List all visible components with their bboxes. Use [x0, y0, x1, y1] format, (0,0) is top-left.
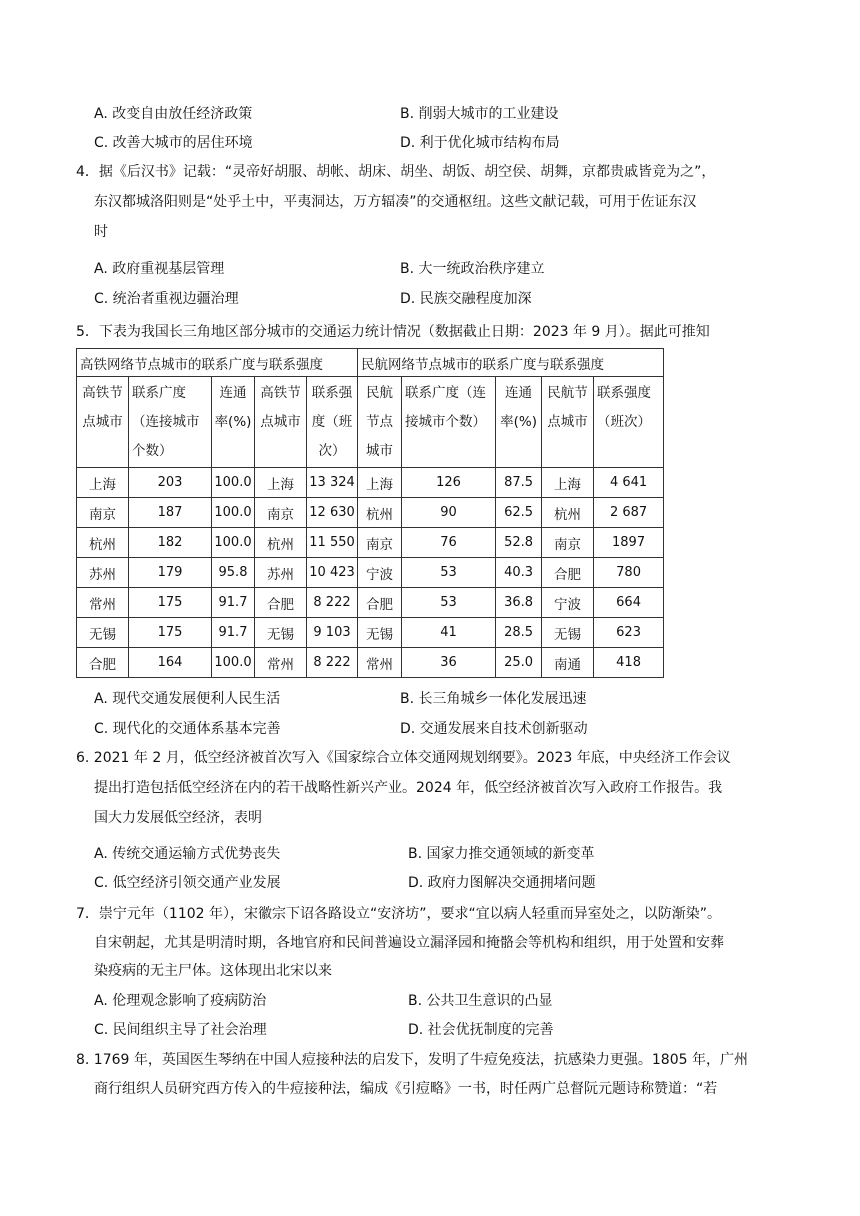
table-cell: 南京 — [77, 498, 129, 528]
table-cell: 623 — [594, 618, 664, 648]
table-cell: 28.5 — [496, 618, 542, 648]
table-cell: 100.0 — [212, 468, 255, 498]
table-header-cell — [402, 377, 496, 468]
q6-option-d[interactable]: D. 政府力图解决交通拥堵问题 — [408, 875, 596, 891]
q4-stem-line1: 4．据《后汉书》记载：“灵帝好胡服、胡帐、胡床、胡坐、胡饭、胡空侯、胡舞，京都贵戚皆竞为之”， — [76, 164, 716, 180]
table-cell: 41 — [402, 618, 496, 648]
table-cell: 9 103 — [307, 618, 358, 648]
table-cell: 187 — [129, 498, 212, 528]
table-cell: 无锡 — [542, 618, 594, 648]
table-cell: 南京 — [542, 528, 594, 558]
q5-option-b[interactable]: B. 长三角城乡一体化发展迅速 — [400, 691, 587, 707]
table-cell: 36 — [402, 648, 496, 678]
table-header-text: 联系广度 — [132, 385, 186, 401]
table-header-cell — [212, 377, 255, 468]
q4-option-c[interactable]: C. 统治者重视边疆治理 — [94, 291, 239, 307]
table-cell: 宁波 — [358, 558, 402, 588]
q5-option-d[interactable]: D. 交通发展来自技术创新驱动 — [400, 721, 588, 737]
table-cell: 11 550 — [307, 528, 358, 558]
table-header-cell — [594, 377, 664, 468]
table-cell: 苏州 — [77, 558, 129, 588]
table-cell: 杭州 — [542, 498, 594, 528]
table-cell: 常州 — [77, 588, 129, 618]
table-cell: 95.8 — [212, 558, 255, 588]
table-header-text: 联系广度（连 — [405, 385, 487, 401]
q6-option-c[interactable]: C. 低空经济引领交通产业发展 — [94, 875, 281, 891]
table-header-text: 接城市个数） — [405, 414, 487, 430]
table-group-header-rail: 高铁网络节点城市的联系广度与联系强度 — [77, 349, 358, 377]
table-row — [77, 468, 664, 498]
table-cell: 上海 — [77, 468, 129, 498]
q4-option-b[interactable]: B. 大一统政治秩序建立 — [400, 261, 545, 277]
q7-option-d[interactable]: D. 社会优抚制度的完善 — [408, 1022, 554, 1038]
table-header-cell — [358, 377, 402, 468]
q6-stem-line2: 提出打造包括低空经济在内的若干战略性新兴产业。2024 年，低空经济被首次写入政府工作报告。我 — [94, 780, 723, 796]
table-header-text: 度（班 — [311, 414, 353, 430]
table-header-text: 点城市 — [82, 414, 123, 430]
table-cell: 90 — [402, 498, 496, 528]
table-cell: 上海 — [358, 468, 402, 498]
q3-option-d[interactable]: D. 利于优化城市结构布局 — [400, 135, 560, 151]
q3-option-c[interactable]: C. 改善大城市的居住环境 — [94, 135, 253, 151]
table-header-text: （班次） — [597, 414, 652, 430]
table-cell: 12 630 — [307, 498, 358, 528]
table-cell: 杭州 — [358, 498, 402, 528]
table-header-row — [77, 377, 664, 468]
table-header-text: 节点 — [366, 414, 394, 430]
table-cell: 苏州 — [255, 558, 307, 588]
q5-option-a[interactable]: A. 现代交通发展便利人民生活 — [94, 691, 281, 707]
q7-stem-line3: 染疫病的无主尸体。这体现出北宋以来 — [94, 963, 332, 979]
table-cell: 常州 — [358, 648, 402, 678]
q6-option-b[interactable]: B. 国家力推交通领域的新变革 — [408, 846, 595, 862]
table-cell: 合肥 — [77, 648, 129, 678]
table-header-cell — [307, 377, 358, 468]
table-cell: 2 687 — [594, 498, 664, 528]
q4-option-a[interactable]: A. 政府重视基层管理 — [94, 261, 225, 277]
table-cell: 无锡 — [77, 618, 129, 648]
table-cell: 合肥 — [255, 588, 307, 618]
table-header-text: 高铁节 — [260, 385, 301, 401]
table-header-cell — [129, 377, 212, 468]
table-cell: 杭州 — [255, 528, 307, 558]
table-cell: 4 641 — [594, 468, 664, 498]
table-cell: 8 222 — [307, 588, 358, 618]
table-cell: 25.0 — [496, 648, 542, 678]
table-cell: 100.0 — [212, 648, 255, 678]
q8-stem-line2: 商行组织人员研究西方传入的牛痘接种法，编成《引痘略》一书，时任两广总督阮元题诗称赞道：“若 — [94, 1081, 718, 1097]
table-cell: 合肥 — [358, 588, 402, 618]
table-row — [77, 558, 664, 588]
table-cell: 53 — [402, 588, 496, 618]
table-header-text: 率(%) — [500, 414, 537, 430]
table-header-text: 民航 — [366, 385, 394, 401]
table-header-text: 次） — [318, 443, 346, 459]
table-cell: 175 — [129, 588, 212, 618]
table-cell: 宁波 — [542, 588, 594, 618]
table-header-text: 点城市 — [260, 414, 301, 430]
transport-data-table — [76, 348, 664, 678]
table-cell: 53 — [402, 558, 496, 588]
table-row — [77, 528, 664, 558]
table-header-cell — [542, 377, 594, 468]
table-header-text: （连接城市 — [132, 414, 200, 430]
table-cell: 100.0 — [212, 498, 255, 528]
q5-option-c[interactable]: C. 现代化的交通体系基本完善 — [94, 721, 281, 737]
table-cell: 8 222 — [307, 648, 358, 678]
table-cell: 203 — [129, 468, 212, 498]
table-cell: 杭州 — [77, 528, 129, 558]
table-cell: 无锡 — [358, 618, 402, 648]
table-header-cell — [496, 377, 542, 468]
table-cell: 40.3 — [496, 558, 542, 588]
table-header-text: 联系强 — [311, 385, 353, 401]
table-header-cell — [255, 377, 307, 468]
table-cell: 780 — [594, 558, 664, 588]
table-cell: 179 — [129, 558, 212, 588]
table-header-text: 民航节 — [547, 385, 588, 401]
table-cell: 62.5 — [496, 498, 542, 528]
table-cell: 418 — [594, 648, 664, 678]
q5-stem: 5．下表为我国长三角地区部分城市的交通运力统计情况（数据截止日期：2023 年 9 月）。据此可推知 — [76, 324, 710, 340]
table-cell: 91.7 — [212, 618, 255, 648]
table-group-header-air: 民航网络节点城市的联系广度与联系强度 — [358, 349, 664, 377]
table-row — [77, 588, 664, 618]
q7-option-b[interactable]: B. 公共卫生意识的凸显 — [408, 993, 553, 1009]
table-header-text: 个数） — [132, 443, 173, 459]
table-cell: 上海 — [542, 468, 594, 498]
table-cell: 南京 — [255, 498, 307, 528]
q8-stem-line1: 8. 1769 年，英国医生琴纳在中国人痘接种法的启发下，发明了牛痘免疫法，抗感染力更强。1805 年，广州 — [76, 1052, 748, 1068]
q7-option-c[interactable]: C. 民间组织主导了社会治理 — [94, 1022, 267, 1038]
table-header-text: 高铁节 — [82, 385, 123, 401]
table-header-text: 连通 — [219, 385, 247, 401]
q4-option-d[interactable]: D. 民族交融程度加深 — [400, 291, 532, 307]
q4-stem-line3: 时 — [94, 224, 108, 240]
table-cell: 664 — [594, 588, 664, 618]
table-row — [77, 618, 664, 648]
table-cell: 87.5 — [496, 468, 542, 498]
table-cell: 52.8 — [496, 528, 542, 558]
table-cell: 无锡 — [255, 618, 307, 648]
q7-stem-line1: 7．崇宁元年（1102 年），宋徽宗下诏各路设立“安济坊”，要求“宜以病人轻重而异室处之，以防渐染”。 — [76, 906, 721, 922]
table-cell: 36.8 — [496, 588, 542, 618]
table-cell: 10 423 — [307, 558, 358, 588]
table-cell: 175 — [129, 618, 212, 648]
table-header-text: 点城市 — [547, 414, 588, 430]
table-header-cell — [77, 377, 129, 468]
table-cell: 南通 — [542, 648, 594, 678]
q7-stem-line2: 自宋朝起，尤其是明清时期，各地官府和民间普遍设立漏泽园和掩骼会等机构和组织，用于处置和安葬 — [94, 935, 724, 951]
table-cell: 合肥 — [542, 558, 594, 588]
q7-option-a[interactable]: A. 伦理观念影响了疫病防治 — [94, 993, 267, 1009]
table-header-text: 率(%) — [214, 414, 252, 430]
table-row — [77, 648, 664, 678]
q6-stem-line1: 6. 2021 年 2 月，低空经济被首次写入《国家综合立体交通网规划纲要》。2023 年底，中央经济工作会议 — [76, 750, 731, 766]
table-cell: 76 — [402, 528, 496, 558]
table-cell: 1897 — [594, 528, 664, 558]
table-cell: 126 — [402, 468, 496, 498]
table-cell: 南京 — [358, 528, 402, 558]
table-cell: 164 — [129, 648, 212, 678]
q6-option-a[interactable]: A. 传统交通运输方式优势丧失 — [94, 846, 281, 862]
table-row — [77, 498, 664, 528]
table-header-text: 连通 — [505, 385, 533, 401]
q4-stem-line2: 东汉都城洛阳则是“处乎土中，平夷洞达，万方辐凑”的交通枢纽。这些文献记载，可用于佐证东汉 — [94, 194, 697, 210]
table-cell: 91.7 — [212, 588, 255, 618]
table-cell: 上海 — [255, 468, 307, 498]
table-cell: 100.0 — [212, 528, 255, 558]
table-header-text: 联系强度 — [597, 385, 652, 401]
q3-option-a[interactable]: A. 改变自由放任经济政策 — [94, 106, 253, 122]
q6-stem-line3: 国大力发展低空经济，表明 — [94, 810, 262, 826]
table-cell: 13 324 — [307, 468, 358, 498]
q3-option-b[interactable]: B. 削弱大城市的工业建设 — [400, 106, 559, 122]
table-header-text: 城市 — [366, 443, 394, 459]
table-cell: 常州 — [255, 648, 307, 678]
table-cell: 182 — [129, 528, 212, 558]
